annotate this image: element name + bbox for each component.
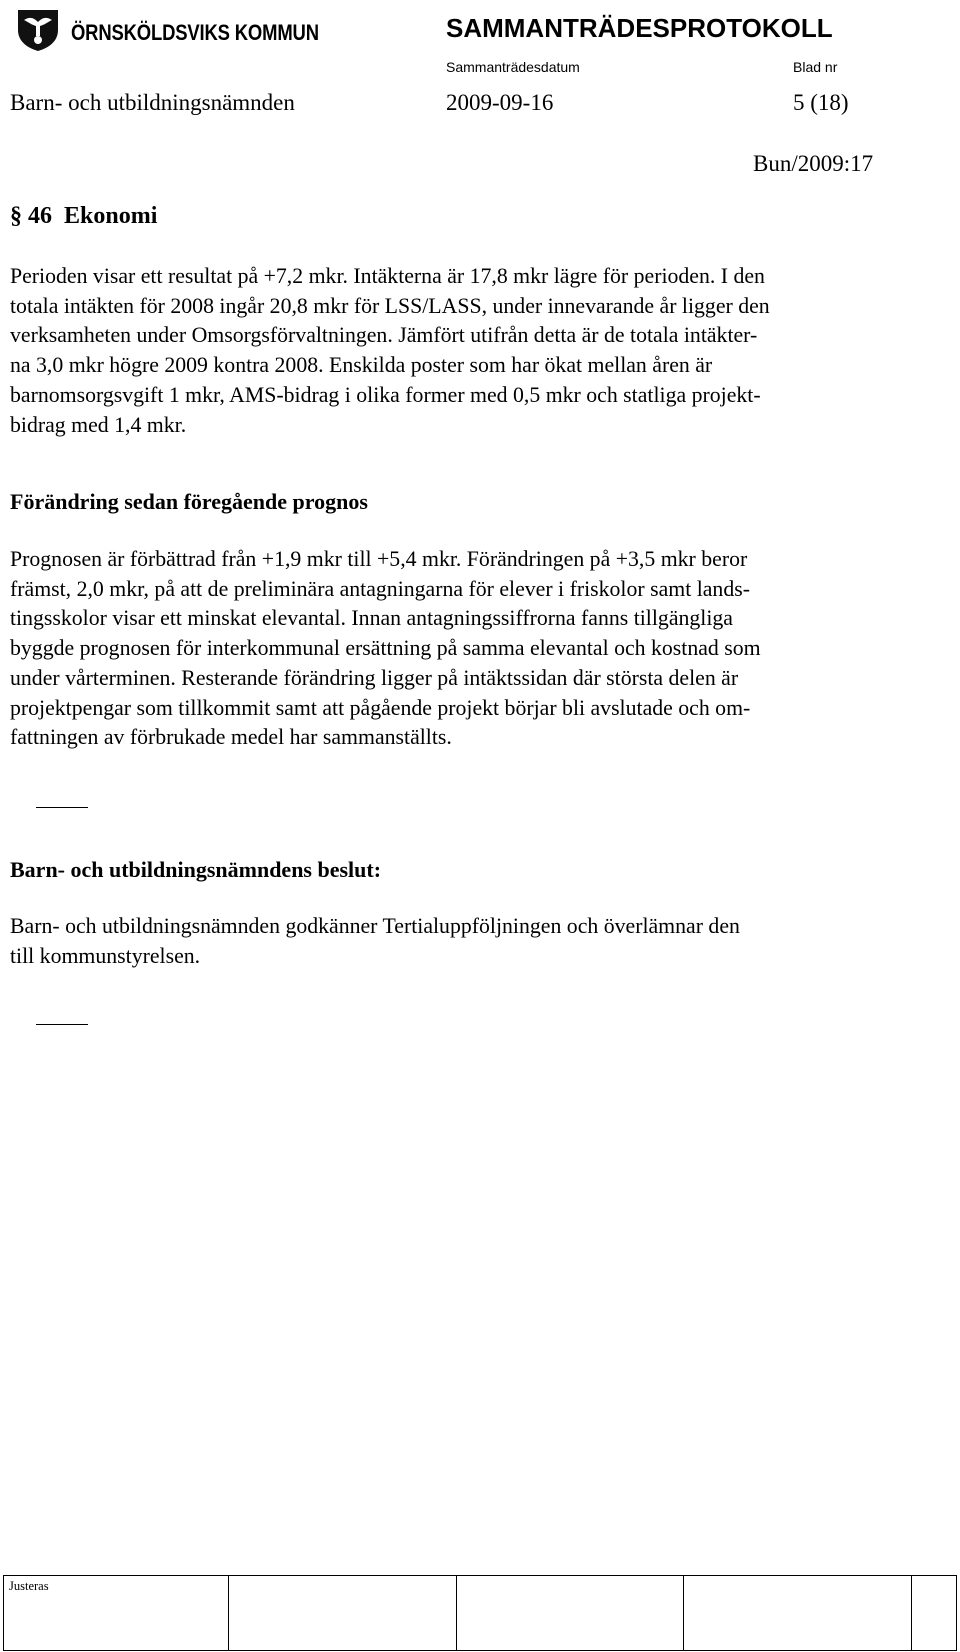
paragraph-line: tingsskolor visar ett minskat elevantal. Innan antagningssiffrorna fanns tillgängliga — [10, 606, 733, 631]
paragraph-line: bidrag med 1,4 mkr. — [10, 412, 187, 437]
document-type: SAMMANTRÄDESPROTOKOLL — [446, 13, 833, 43]
case-number: Bun/2009:17 — [753, 151, 874, 176]
paragraph-line: totala intäkten för 2008 ingår 20,8 mkr för LSS/LASS, under innevarande år ligger den — [10, 293, 770, 318]
paragraph-line: Prognosen är förbättrad från +1,9 mkr till +5,4 mkr. Förändringen på +3,5 mkr beror — [10, 547, 748, 571]
forecast-change-heading: Förändring sedan föregående prognos — [10, 489, 368, 514]
signature-cell — [456, 1576, 684, 1650]
paragraph-line: na 3,0 mkr högre 2009 kontra 2008. Enskilda poster som har ökat mellan åren är — [10, 353, 713, 378]
coat-of-arms-icon — [14, 6, 66, 52]
signature-table — [3, 1575, 957, 1651]
paragraph-line: Barn- och utbildningsnämnden godkänner Tertialuppföljningen och överlämnar den — [10, 914, 740, 938]
paragraph-line: under vårterminen. Resterande förändring ligger på intäktssidan där största delen är — [10, 665, 739, 690]
paragraph-line: byggde prognosen för interkommunal ersättning på samma elevantal och kostnad som — [10, 636, 761, 661]
signature-cell — [228, 1576, 457, 1650]
decision-heading: Barn- och utbildningsnämndens beslut: — [10, 857, 382, 882]
org-name: ÖRNSKÖLDSVIKS KOMMUN — [71, 20, 319, 45]
section-title: § 46 Ekonomi — [10, 203, 158, 229]
adjustment-label: Justeras — [9, 1579, 49, 1593]
paragraph-line: barnomsorgsvgift 1 mkr, AMS-bidrag i olika former med 0,5 mkr och statliga projekt- — [10, 382, 761, 407]
separator-line — [36, 1024, 88, 1025]
paragraph-line: främst, 2,0 mkr, på att de preliminära antagningarna för elever i friskolor samt lands- — [10, 576, 750, 601]
paragraph-line: projektpengar som tillkommit samt att pågående projekt börjar bli avslutade och om- — [10, 695, 751, 720]
economy-paragraph — [10, 262, 940, 440]
separator-line — [36, 807, 88, 808]
page-number: 5 (18) — [793, 90, 849, 115]
decision-paragraph — [10, 912, 940, 971]
paragraph-line: fattningen av förbrukade medel har sammanställts. — [10, 725, 452, 750]
paragraph-line: Perioden visar ett resultat på +7,2 mkr. Intäkterna är 17,8 mkr lägre för perioden. I den — [10, 264, 765, 288]
forecast-paragraph — [10, 545, 940, 753]
committee-name: Barn- och utbildningsnämnden — [10, 90, 295, 115]
meeting-date-label: Sammanträdesdatum — [446, 59, 580, 75]
signature-cell — [683, 1576, 912, 1650]
paragraph-line: verksamheten under Omsorgsförvaltningen. Jämfört utifrån detta är de totala intäkter- — [10, 323, 758, 348]
page-number-label: Blad nr — [793, 59, 838, 75]
meeting-date: 2009-09-16 — [446, 90, 554, 115]
municipality-logo — [14, 6, 319, 52]
paragraph-line: till kommunstyrelsen. — [10, 943, 201, 968]
